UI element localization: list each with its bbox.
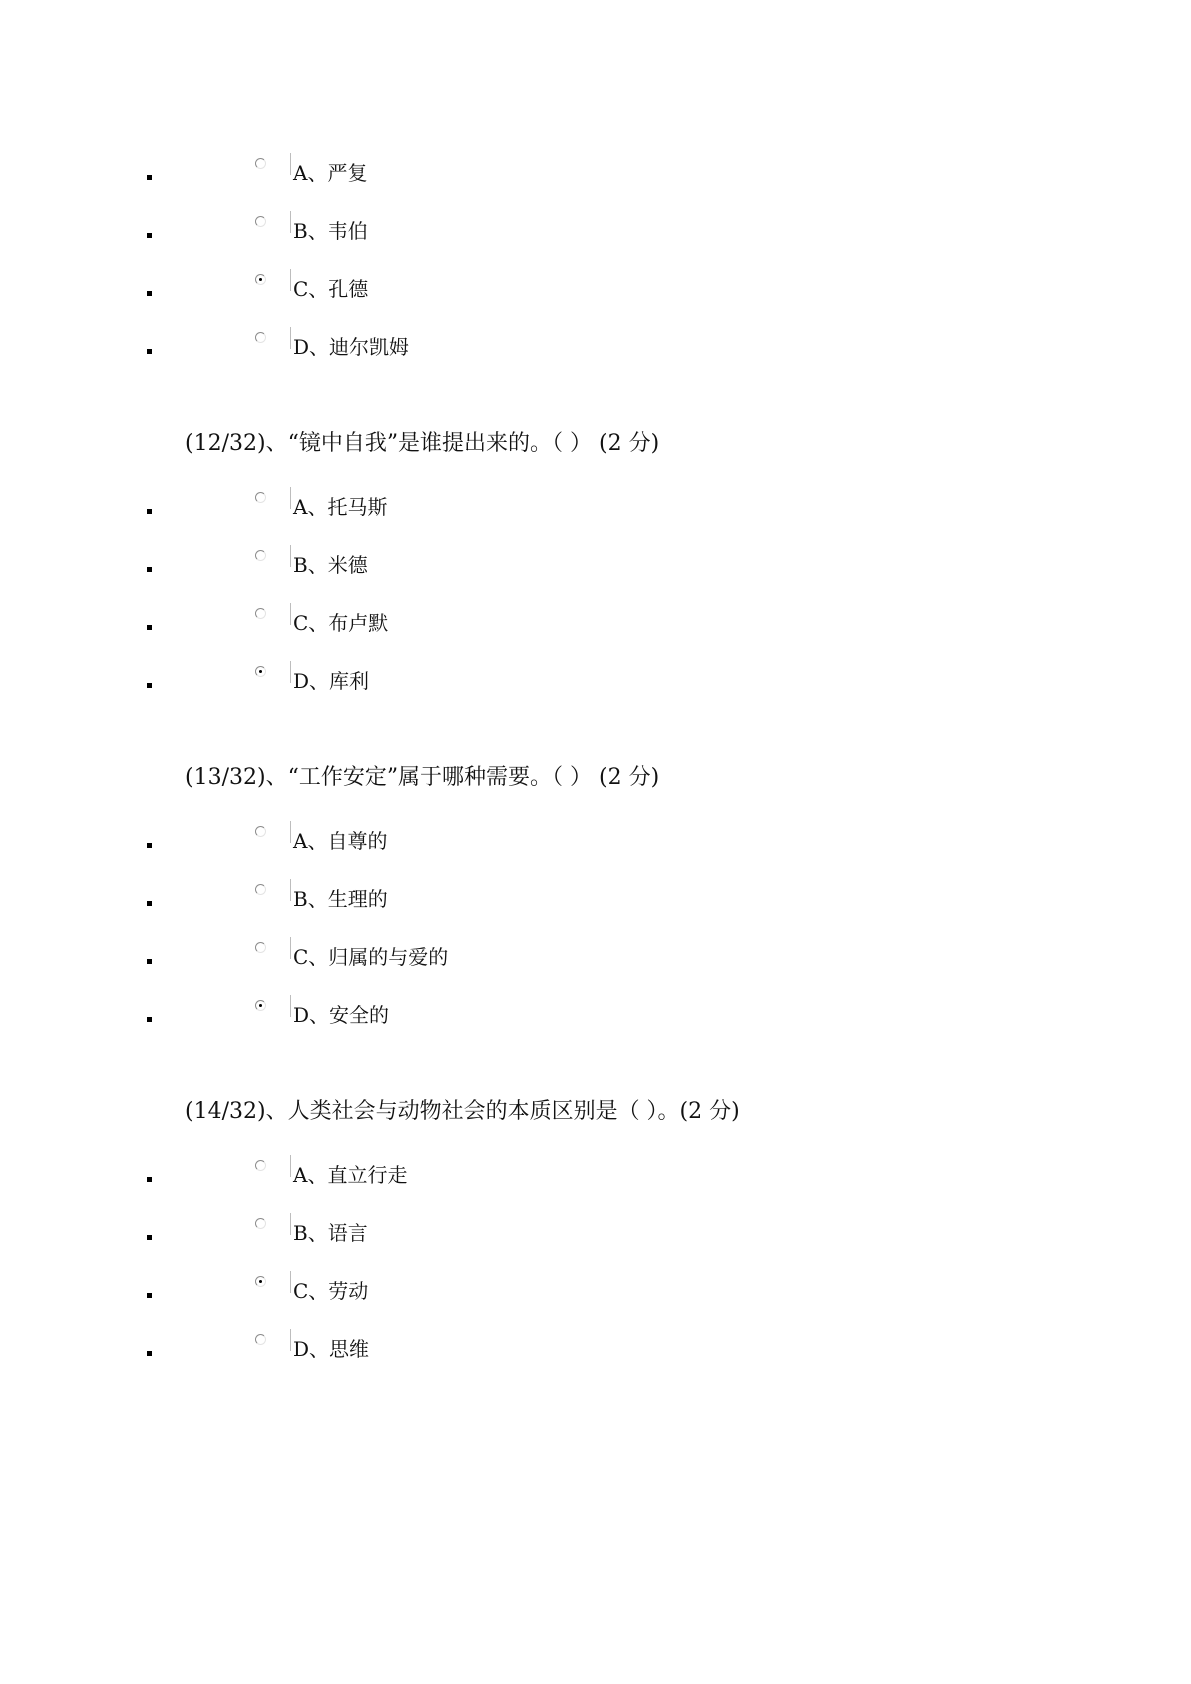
radio-button-selected[interactable]	[255, 274, 266, 285]
option-label: A、严复	[293, 161, 368, 185]
bullet	[147, 1293, 152, 1298]
bullet	[147, 843, 152, 848]
radio-button[interactable]	[255, 884, 266, 895]
bullet	[147, 1351, 152, 1356]
option-row[interactable]	[0, 1155, 1191, 1195]
divider	[290, 327, 291, 349]
bullet	[147, 1017, 152, 1022]
radio-button[interactable]	[255, 1334, 266, 1345]
bullet	[147, 959, 152, 964]
divider	[290, 995, 291, 1017]
divider	[290, 1155, 291, 1177]
bullet	[147, 509, 152, 514]
option-label: D、迪尔凯姆	[293, 335, 410, 359]
radio-button[interactable]	[255, 1218, 266, 1229]
radio-button[interactable]	[255, 1160, 266, 1171]
radio-button-selected[interactable]	[255, 666, 266, 677]
option-row[interactable]	[0, 269, 1191, 309]
option-label: C、归属的与爱的	[293, 945, 449, 969]
radio-button[interactable]	[255, 826, 266, 837]
option-label: A、直立行走	[293, 1163, 408, 1187]
option-row[interactable]	[0, 603, 1191, 643]
divider	[290, 487, 291, 509]
option-label: D、安全的	[293, 1003, 390, 1027]
question-text: (14/32)、人类社会与动物社会的本质区别是（ ）。(2 分)	[185, 1099, 740, 1124]
option-label: D、库利	[293, 669, 370, 693]
divider	[290, 937, 291, 959]
option-label: A、自尊的	[293, 829, 388, 853]
option-label: C、劳动	[293, 1279, 369, 1303]
radio-button[interactable]	[255, 332, 266, 343]
option-label: D、思维	[293, 1337, 370, 1361]
divider	[290, 661, 291, 683]
option-label: C、布卢默	[293, 611, 389, 635]
divider	[290, 153, 291, 175]
option-row[interactable]	[0, 1329, 1191, 1369]
radio-button[interactable]	[255, 550, 266, 561]
option-row[interactable]	[0, 545, 1191, 585]
divider	[290, 545, 291, 567]
option-row[interactable]	[0, 821, 1191, 861]
divider	[290, 211, 291, 233]
option-label: A、托马斯	[293, 495, 388, 519]
option-row[interactable]	[0, 211, 1191, 251]
divider	[290, 603, 291, 625]
option-label: B、生理的	[293, 887, 388, 911]
divider	[290, 1213, 291, 1235]
question-text: (13/32)、“工作安定”属于哪种需要。（ ） (2 分)	[185, 765, 660, 790]
divider	[290, 879, 291, 901]
option-label: B、韦伯	[293, 219, 368, 243]
radio-button[interactable]	[255, 158, 266, 169]
bullet	[147, 625, 152, 630]
bullet	[147, 291, 152, 296]
option-row[interactable]	[0, 995, 1191, 1035]
option-row[interactable]	[0, 327, 1191, 367]
radio-button[interactable]	[255, 942, 266, 953]
option-row[interactable]	[0, 661, 1191, 701]
divider	[290, 1271, 291, 1293]
divider	[290, 1329, 291, 1351]
bullet	[147, 901, 152, 906]
radio-button[interactable]	[255, 216, 266, 227]
bullet	[147, 1235, 152, 1240]
option-row[interactable]	[0, 487, 1191, 527]
option-label: B、语言	[293, 1221, 368, 1245]
bullet	[147, 1177, 152, 1182]
question-text: (12/32)、“镜中自我”是谁提出来的。（ ） (2 分)	[185, 431, 660, 456]
radio-button[interactable]	[255, 492, 266, 503]
option-row[interactable]	[0, 1271, 1191, 1311]
option-label: C、孔德	[293, 277, 369, 301]
bullet	[147, 567, 152, 572]
option-row[interactable]	[0, 153, 1191, 193]
option-row[interactable]	[0, 937, 1191, 977]
bullet	[147, 175, 152, 180]
option-label: B、米德	[293, 553, 368, 577]
divider	[290, 269, 291, 291]
option-row[interactable]	[0, 1213, 1191, 1253]
radio-button-selected[interactable]	[255, 1276, 266, 1287]
bullet	[147, 233, 152, 238]
divider	[290, 821, 291, 843]
option-row[interactable]	[0, 879, 1191, 919]
radio-button[interactable]	[255, 608, 266, 619]
radio-button-selected[interactable]	[255, 1000, 266, 1011]
bullet	[147, 683, 152, 688]
bullet	[147, 349, 152, 354]
